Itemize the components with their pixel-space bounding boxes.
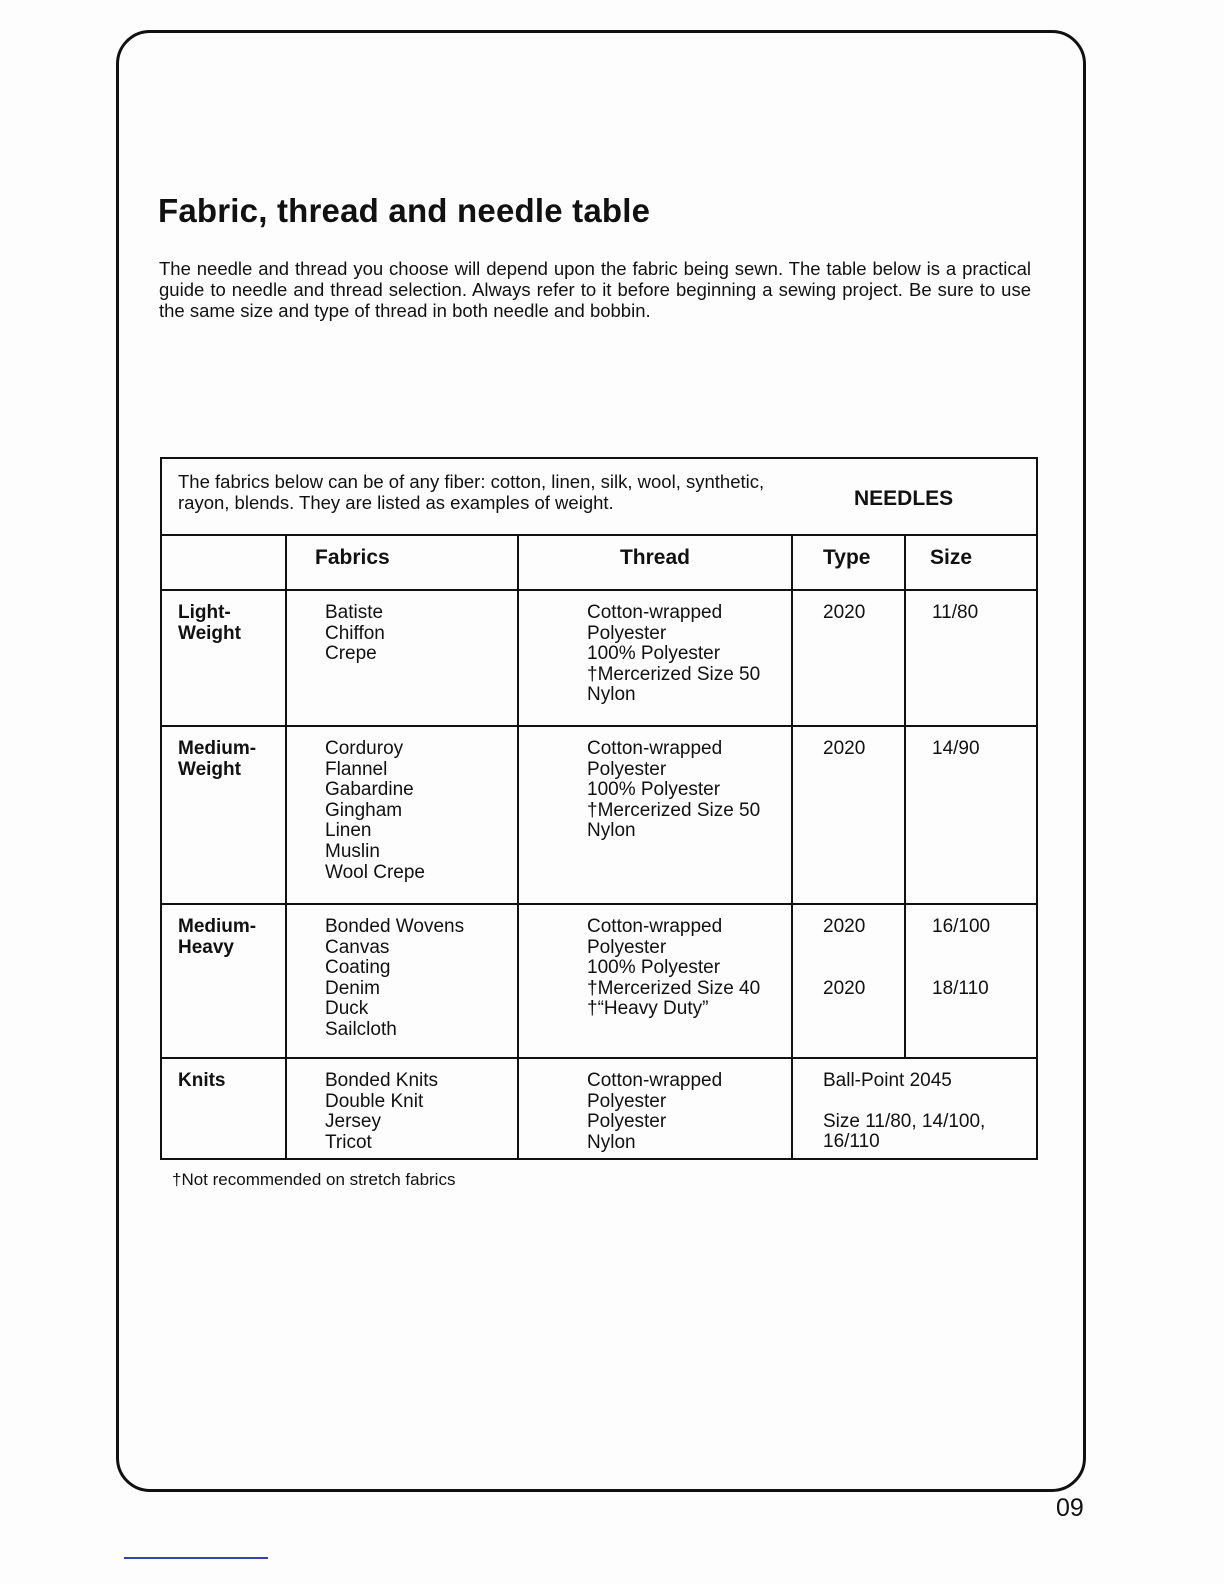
needle-size-cell: 16/100 18/110 bbox=[905, 904, 1036, 1058]
table-row-knits bbox=[162, 1058, 1036, 1158]
thread-cell: Cotton-wrapped Polyester 100% Polyester †Mercerized Size 50 Nylon bbox=[518, 726, 792, 904]
page-number: 09 bbox=[1056, 1494, 1084, 1522]
needle-size-cell: 14/90 bbox=[905, 726, 1036, 904]
scan-edge-line bbox=[124, 1557, 268, 1559]
header-fabrics: Fabrics bbox=[286, 536, 518, 590]
table-caption-row bbox=[162, 459, 1036, 536]
header-size: Size bbox=[905, 536, 1036, 590]
category-cell: Medium- Heavy bbox=[162, 904, 286, 1058]
needle-type-cell: 2020 bbox=[792, 726, 905, 904]
data-table bbox=[162, 536, 1036, 1158]
table-row-medium-heavy bbox=[162, 904, 1036, 1058]
intro-paragraph: The needle and thread you choose will depend upon the fabric being sewn. The table below is a practical guide to needle and thread selection. Always refer to it before beginning a sewing project. Be sure to use the same size and type of thread in both needle and bobbin. bbox=[159, 258, 1031, 321]
fabrics-cell: Batiste Chiffon Crepe bbox=[286, 590, 518, 726]
thread-cell: Cotton-wrapped Polyester 100% Polyester †Mercerized Size 50 Nylon bbox=[518, 590, 792, 726]
fabrics-cell: Bonded Knits Double Knit Jersey Tricot bbox=[286, 1058, 518, 1158]
category-cell: Medium- Weight bbox=[162, 726, 286, 904]
table-row-medium-weight bbox=[162, 726, 1036, 904]
thread-cell: Cotton-wrapped Polyester 100% Polyester †Mercerized Size 40 †“Heavy Duty” bbox=[518, 904, 792, 1058]
knit-needle-cell: Ball-Point 2045 Size 11/80, 14/100, 16/110 bbox=[792, 1058, 1036, 1158]
needle-type-cell: 2020 bbox=[792, 590, 905, 726]
thread-cell: Cotton-wrapped Polyester Polyester Nylon bbox=[518, 1058, 792, 1158]
fabrics-cell: Corduroy Flannel Gabardine Gingham Linen Muslin Wool Crepe bbox=[286, 726, 518, 904]
needles-label: NEEDLES bbox=[854, 487, 954, 510]
header-thread: Thread bbox=[518, 536, 792, 590]
header-category bbox=[162, 536, 286, 590]
table-caption: The fabrics below can be of any fiber: cotton, linen, silk, wool, synthetic, rayon, blends. They are listed as examples of weight. bbox=[178, 471, 765, 513]
table-row-light-weight bbox=[162, 590, 1036, 726]
fabrics-cell: Bonded Wovens Canvas Coating Denim Duck Sailcloth bbox=[286, 904, 518, 1058]
fabric-thread-needle-table bbox=[160, 457, 1038, 1160]
needle-type-cell: 2020 2020 bbox=[792, 904, 905, 1058]
needle-size-cell: 11/80 bbox=[905, 590, 1036, 726]
footnote: †Not recommended on stretch fabrics bbox=[172, 1170, 456, 1189]
page-title: Fabric, thread and needle table bbox=[158, 192, 651, 229]
header-type: Type bbox=[792, 536, 905, 590]
category-cell: Light- Weight bbox=[162, 590, 286, 726]
header-row bbox=[162, 536, 1036, 590]
category-cell: Knits bbox=[162, 1058, 286, 1158]
